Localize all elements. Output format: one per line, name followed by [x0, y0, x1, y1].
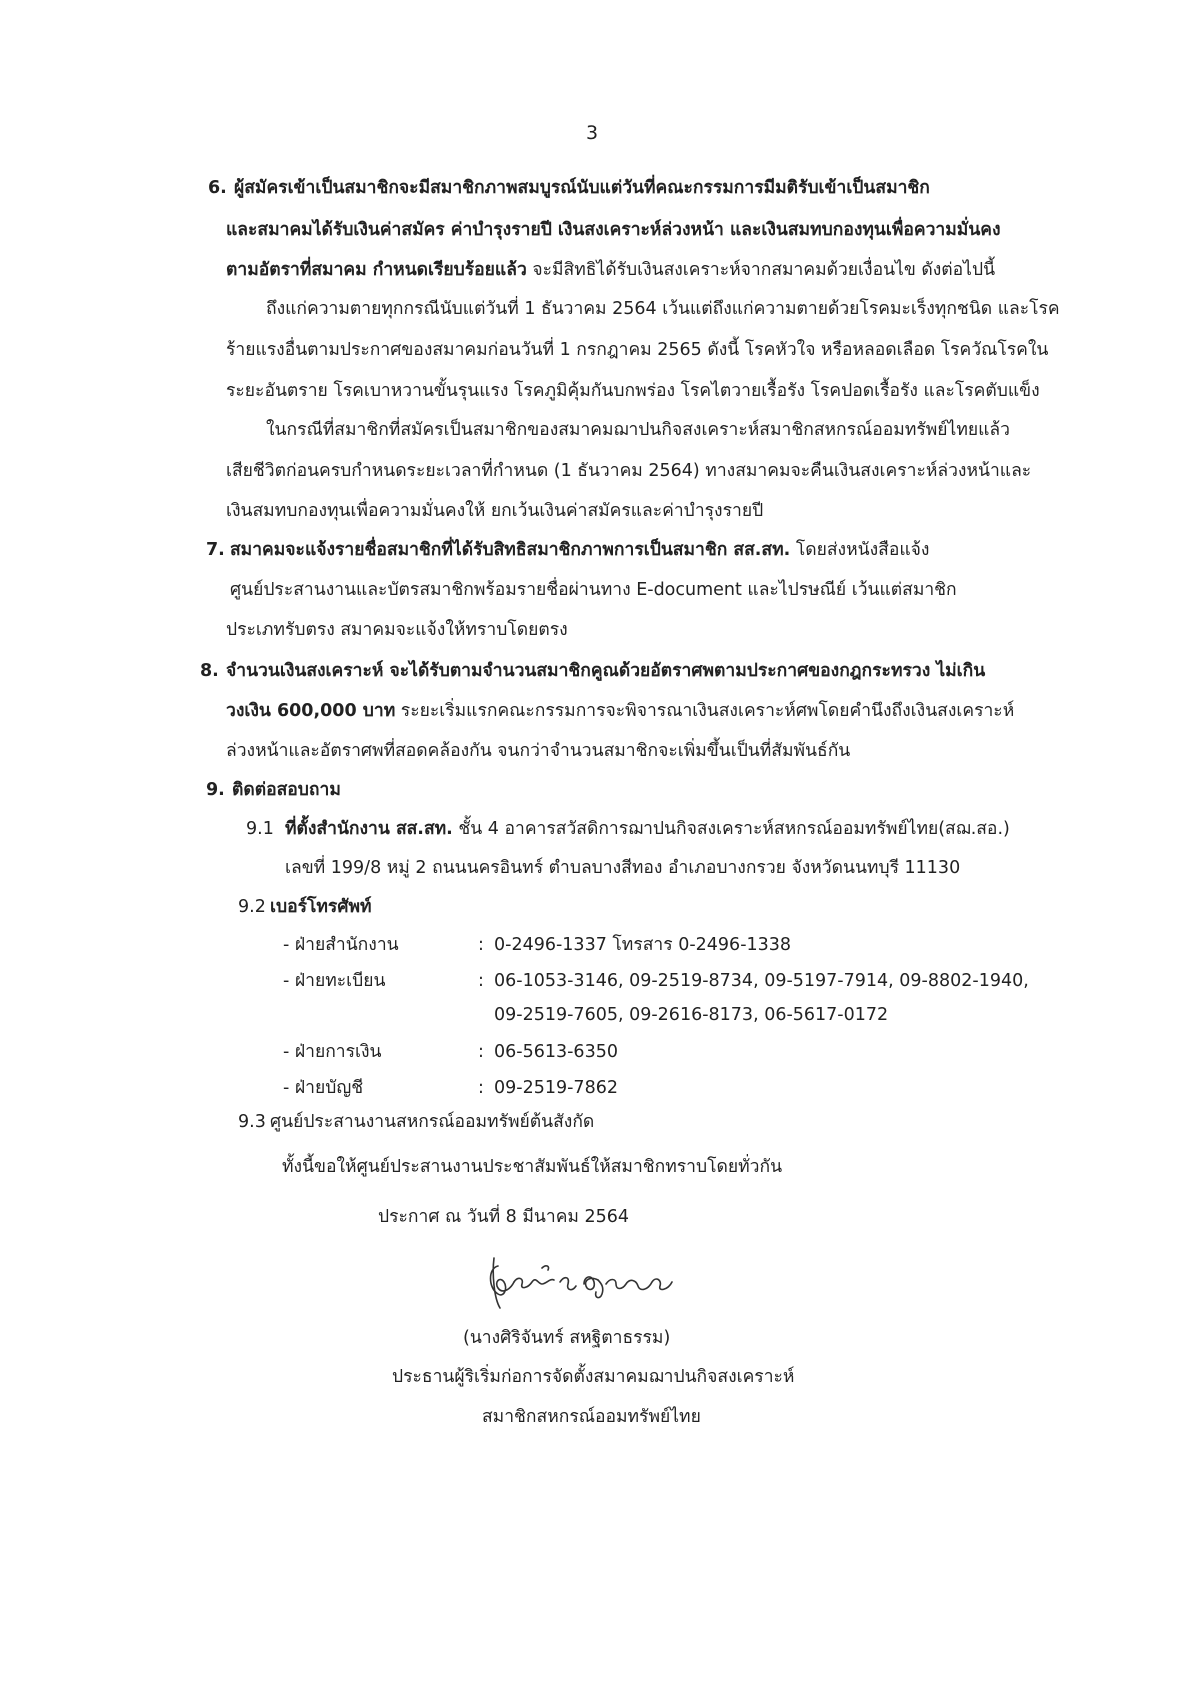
announcement-date: ประกาศ ณ วันที่ 8 มีนาคม 2564 [378, 1207, 630, 1227]
item8-line3: ล่วงหน้าและอัตราศพที่สอดคล้องกัน จนกว่าจำนวนสมาชิกจะเพิ่มขึ้นเป็นที่สัมพันธ์กัน [226, 741, 851, 761]
item9-1-bold: ที่ตั้งสำนักงาน สส.สท. [285, 819, 453, 839]
signer-title-line2: สมาชิกสหกรณ์ออมทรัพย์ไทย [482, 1407, 701, 1427]
item9-1-line2: เลขที่ 199/8 หมู่ 2 ถนนนครอินทร์ ตำบลบางสีทอง อำเภอบางกรวย จังหวัดนนทบุรี 11130 [285, 858, 961, 878]
item6-number: 6. [208, 178, 227, 198]
item7-line1-bold: สมาคมจะแจ้งรายชื่อสมาชิกที่ได้รับสิทธิสมาชิกภาพการเป็นสมาชิก สส.สท. [230, 540, 791, 560]
phone-separator: : [478, 1042, 484, 1062]
item7-line1 [230, 538, 929, 562]
item8-number: 8. [200, 661, 219, 681]
item8-line1: จำนวนเงินสงเคราะห์ จะได้รับตามจำนวนสมาชิกคูณด้วยอัตราศพตามประกาศของกฎกระทรวง ไม่เกิน [226, 661, 986, 681]
item9-2-number: 9.2 [238, 897, 266, 917]
phone-dept: - ฝ่ายบัญชี [283, 1078, 364, 1098]
item7-line1-rest: โดยส่งหนังสือแจ้ง [790, 540, 930, 560]
signature-image [480, 1254, 700, 1312]
item8-line2 [226, 699, 1014, 723]
phone-separator: : [478, 971, 484, 991]
signer-name: (นางศิริจันทร์ สหฐิตาธรรม) [463, 1328, 671, 1348]
phone-dept: - ฝ่ายสำนักงาน [283, 935, 399, 955]
item6-line7: ในกรณีที่สมาชิกที่สมัครเป็นสมาชิกของสมาคมฌาปนกิจสงเคราะห์สมาชิกสหกรณ์ออมทรัพย์ไทยแล้ว [266, 420, 1010, 440]
item9-2-title: เบอร์โทรศัพท์ [270, 897, 372, 917]
item6-line6: ระยะอันตราย โรคเบาหวานขั้นรุนแรง โรคภูมิคุ้มกันบกพร่อง โรคไตวายเรื้อรัง โรคปอดเรื้อรัง และโรคตับแข็ง [226, 381, 1040, 401]
item7-number: 7. [206, 540, 225, 560]
item9-3-text: ศูนย์ประสานงานสหกรณ์ออมทรัพย์ต้นสังกัด [270, 1112, 595, 1132]
phone-separator: : [478, 1078, 484, 1098]
item7-line2: ศูนย์ประสานงานและบัตรสมาชิกพร้อมรายชื่อผ่านทาง E-document และไปรษณีย์ เว้นแต่สมาชิก [230, 580, 957, 600]
item9-number: 9. [206, 780, 225, 800]
phone-dept: - ฝ่ายการเงิน [283, 1042, 382, 1062]
item9-1-rest: ชั้น 4 อาคารสวัสดิการฌาปนกิจสงเคราะห์สหกรณ์ออมทรัพย์ไทย(สฌ.สอ.) [452, 819, 1010, 839]
phone-number: 06-5613-6350 [494, 1042, 618, 1062]
item6-line1: ผู้สมัครเข้าเป็นสมาชิกจะมีสมาชิกภาพสมบูรณ์นับแต่วันที่คณะกรรมการมีมติรับเข้าเป็นสมาชิก [234, 178, 930, 198]
page-number: 3 [586, 122, 599, 144]
phone-number: 06-1053-3146, 09-2519-8734, 09-5197-7914, 09-8802-1940, [494, 971, 1029, 991]
phone-number: 09-2519-7605, 09-2616-8173, 06-5617-0172 [494, 1005, 889, 1025]
phone-separator: : [478, 935, 484, 955]
item9-title: ติดต่อสอบถาม [232, 780, 341, 800]
item6-line3-bold: ตามอัตราที่สมาคม กำหนดเรียบร้อยแล้ว [226, 260, 527, 280]
signer-title-line1: ประธานผู้ริเริ่มก่อการจัดตั้งสมาคมฌาปนกิจสงเคราะห์ [392, 1367, 795, 1387]
item9-1-number: 9.1 [246, 819, 274, 839]
phone-number: 09-2519-7862 [494, 1078, 618, 1098]
phone-number: 0-2496-1337 โทรสาร 0-2496-1338 [494, 935, 792, 955]
phone-dept: - ฝ่ายทะเบียน [283, 971, 386, 991]
item6-line5: ร้ายแรงอื่นตามประกาศของสมาคมก่อนวันที่ 1 กรกฎาคม 2565 ดังนี้ โรคหัวใจ หรือหลอดเลือด โรควัณโรคใน [226, 340, 1049, 360]
item6-line4: ถึงแก่ความตายทุกกรณีนับแต่วันที่ 1 ธันวาคม 2564 เว้นแต่ถึงแก่ความตายด้วยโรคมะเร็งทุกชนิด และโรค [266, 299, 1060, 319]
item9-3-number: 9.3 [238, 1112, 266, 1132]
item6-line3 [226, 258, 995, 282]
item8-line2-bold: วงเงิน 600,000 บาท [226, 701, 396, 721]
item7-line3: ประเภทรับตรง สมาคมจะแจ้งให้ทราบโดยตรง [226, 620, 568, 640]
item8-line2-rest: ระยะเริ่มแรกคณะกรรมการจะพิจารณาเงินสงเคราะห์ศพโดยคำนึงถึงเงินสงเคราะห์ [395, 701, 1015, 721]
item6-line8: เสียชีวิตก่อนครบกำหนดระยะเวลาที่กำหนด (1 ธันวาคม 2564) ทางสมาคมจะคืนเงินสงเคราะห์ล่วงหน้าและ [226, 461, 1032, 481]
item6-line3-rest: จะมีสิทธิได้รับเงินสงเคราะห์จากสมาคมด้วยเงื่อนไข ดังต่อไปนี้ [526, 260, 996, 280]
closing-statement: ทั้งนี้ขอให้ศูนย์ประสานงานประชาสัมพันธ์ให้สมาชิกทราบโดยทั่วกัน [282, 1157, 783, 1177]
item6-line9: เงินสมทบกองทุนเพื่อความมั่นคงให้ ยกเว้นเงินค่าสมัครและค่าบำรุงรายปี [226, 501, 764, 521]
item6-line2: และสมาคมได้รับเงินค่าสมัคร ค่าบำรุงรายปี เงินสงเคราะห์ล่วงหน้า และเงินสมทบกองทุนเพื่อความมั่นคง [226, 220, 1001, 240]
item9-1-line1 [285, 817, 1010, 841]
